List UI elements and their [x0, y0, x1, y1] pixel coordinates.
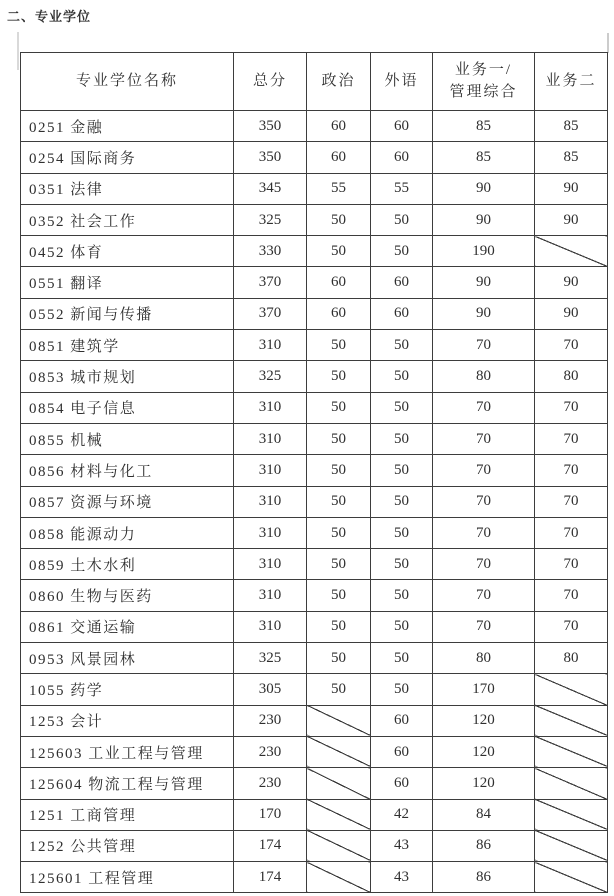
cell-total: 345 — [234, 173, 307, 204]
table-row — [21, 517, 608, 548]
cell-foreign: 60 — [371, 267, 433, 298]
cell-name: 0856 材料与化工 — [21, 455, 234, 486]
cell-total: 370 — [234, 298, 307, 329]
cell-name: 0251 金融 — [21, 111, 234, 142]
cell-foreign: 60 — [371, 298, 433, 329]
cell-politics: 50 — [307, 361, 371, 392]
cell-business2: 70 — [535, 392, 608, 423]
cell-politics: 50 — [307, 580, 371, 611]
cell-business1: 90 — [433, 204, 535, 235]
cell-total: 310 — [234, 392, 307, 423]
table-row — [21, 611, 608, 642]
cell-foreign: 60 — [371, 111, 433, 142]
cell-politics — [307, 830, 371, 861]
left-edge-artifact — [17, 32, 19, 70]
cell-foreign: 50 — [371, 423, 433, 454]
header-business1 — [433, 53, 535, 111]
cell-business2: 85 — [535, 142, 608, 173]
cell-name: 1251 工商管理 — [21, 799, 234, 830]
cell-business2: 70 — [535, 330, 608, 361]
cell-name: 0853 城市规划 — [21, 361, 234, 392]
cell-politics — [307, 736, 371, 767]
cell-name: 0551 翻译 — [21, 267, 234, 298]
cell-foreign: 50 — [371, 611, 433, 642]
header-business1-line1: 业务一/ — [454, 61, 513, 78]
cell-business1: 170 — [433, 674, 535, 705]
cell-name: 0452 体育 — [21, 236, 234, 267]
cell-business1: 70 — [433, 517, 535, 548]
cell-business2: 80 — [535, 361, 608, 392]
cell-name: 0859 土木水利 — [21, 549, 234, 580]
cell-business1: 90 — [433, 298, 535, 329]
cell-politics: 50 — [307, 423, 371, 454]
cell-total: 230 — [234, 736, 307, 767]
cell-business1: 70 — [433, 580, 535, 611]
cell-foreign: 50 — [371, 674, 433, 705]
cell-foreign: 60 — [371, 768, 433, 799]
cell-business2: 70 — [535, 455, 608, 486]
cell-business1: 70 — [433, 486, 535, 517]
table-row — [21, 236, 608, 267]
table-row — [21, 392, 608, 423]
cell-foreign: 50 — [371, 580, 433, 611]
cell-name: 125603 工业工程与管理 — [21, 736, 234, 767]
cell-politics — [307, 768, 371, 799]
cell-total: 170 — [234, 799, 307, 830]
cell-business2: 70 — [535, 549, 608, 580]
cell-politics: 60 — [307, 267, 371, 298]
cell-politics: 50 — [307, 204, 371, 235]
header-row — [21, 53, 608, 111]
cell-foreign: 43 — [371, 830, 433, 861]
cell-name: 0855 机械 — [21, 423, 234, 454]
cell-business1: 90 — [433, 173, 535, 204]
cell-name: 0352 社会工作 — [21, 204, 234, 235]
cell-business1: 90 — [433, 267, 535, 298]
header-business2: 业务二 — [535, 53, 608, 111]
cell-name: 0857 资源与环境 — [21, 486, 234, 517]
cell-business1: 70 — [433, 423, 535, 454]
cell-politics: 60 — [307, 142, 371, 173]
cell-politics: 50 — [307, 517, 371, 548]
cell-politics: 50 — [307, 392, 371, 423]
cell-foreign: 43 — [371, 862, 433, 893]
cell-total: 325 — [234, 361, 307, 392]
cell-name: 1253 会计 — [21, 705, 234, 736]
cell-name: 0858 能源动力 — [21, 517, 234, 548]
cell-politics: 50 — [307, 643, 371, 674]
cell-name: 0860 生物与医药 — [21, 580, 234, 611]
cell-total: 325 — [234, 204, 307, 235]
table-row — [21, 111, 608, 142]
cell-politics: 55 — [307, 173, 371, 204]
table-row — [21, 580, 608, 611]
cell-business1: 84 — [433, 799, 535, 830]
table-row — [21, 142, 608, 173]
cell-total: 174 — [234, 862, 307, 893]
cell-name: 0953 风景园林 — [21, 643, 234, 674]
table-row — [21, 173, 608, 204]
cell-name: 0254 国际商务 — [21, 142, 234, 173]
table-row — [21, 423, 608, 454]
cell-name: 1252 公共管理 — [21, 830, 234, 861]
cell-foreign: 50 — [371, 361, 433, 392]
table-row — [21, 799, 608, 830]
cell-politics: 60 — [307, 298, 371, 329]
cell-business2 — [535, 799, 608, 830]
table-row — [21, 455, 608, 486]
cell-politics — [307, 705, 371, 736]
cell-business1: 120 — [433, 705, 535, 736]
cell-politics — [307, 799, 371, 830]
header-politics: 政治 — [307, 53, 371, 111]
cell-name: 125601 工程管理 — [21, 862, 234, 893]
cell-business2: 70 — [535, 486, 608, 517]
table-row — [21, 267, 608, 298]
cell-politics: 50 — [307, 330, 371, 361]
cell-foreign: 60 — [371, 736, 433, 767]
cell-business2: 80 — [535, 643, 608, 674]
cell-business1: 70 — [433, 455, 535, 486]
cell-total: 310 — [234, 517, 307, 548]
cell-foreign: 55 — [371, 173, 433, 204]
header-business1-line2: 管理综合 — [449, 83, 518, 100]
cell-foreign: 50 — [371, 330, 433, 361]
cell-name: 0861 交通运输 — [21, 611, 234, 642]
cell-business2: 90 — [535, 267, 608, 298]
table-row — [21, 361, 608, 392]
cell-foreign: 50 — [371, 204, 433, 235]
cell-business1: 190 — [433, 236, 535, 267]
cell-business1: 85 — [433, 111, 535, 142]
cell-politics: 50 — [307, 486, 371, 517]
header-foreign: 外语 — [371, 53, 433, 111]
cell-total: 310 — [234, 455, 307, 486]
cell-foreign: 50 — [371, 236, 433, 267]
cell-total: 230 — [234, 705, 307, 736]
cell-business1: 85 — [433, 142, 535, 173]
cell-name: 0854 电子信息 — [21, 392, 234, 423]
cell-business2 — [535, 768, 608, 799]
cell-business2 — [535, 674, 608, 705]
cell-business2 — [535, 705, 608, 736]
cell-business1: 70 — [433, 549, 535, 580]
cell-name: 0351 法律 — [21, 173, 234, 204]
table-row — [21, 549, 608, 580]
cell-politics — [307, 862, 371, 893]
cell-politics: 50 — [307, 236, 371, 267]
table-row — [21, 643, 608, 674]
cell-business1: 86 — [433, 830, 535, 861]
cell-business2: 70 — [535, 611, 608, 642]
right-edge-artifact — [607, 33, 609, 53]
cell-total: 310 — [234, 580, 307, 611]
table-row — [21, 736, 608, 767]
cell-politics: 50 — [307, 674, 371, 705]
cell-name: 0552 新闻与传播 — [21, 298, 234, 329]
cell-name: 1055 药学 — [21, 674, 234, 705]
cell-politics: 50 — [307, 611, 371, 642]
cell-foreign: 60 — [371, 142, 433, 173]
table-row — [21, 830, 608, 861]
cell-foreign: 50 — [371, 643, 433, 674]
table-row — [21, 204, 608, 235]
table-row — [21, 330, 608, 361]
cell-foreign: 60 — [371, 705, 433, 736]
cell-total: 310 — [234, 423, 307, 454]
cell-total: 350 — [234, 142, 307, 173]
cell-foreign: 50 — [371, 486, 433, 517]
cell-business1: 70 — [433, 330, 535, 361]
cell-business2: 90 — [535, 173, 608, 204]
table-row — [21, 768, 608, 799]
cell-business1: 70 — [433, 392, 535, 423]
cell-total: 325 — [234, 643, 307, 674]
cell-total: 370 — [234, 267, 307, 298]
cell-business1: 70 — [433, 611, 535, 642]
cell-total: 310 — [234, 330, 307, 361]
cell-business2: 90 — [535, 298, 608, 329]
section-title: 二、专业学位 — [7, 9, 92, 24]
cell-total: 310 — [234, 611, 307, 642]
cell-business1: 80 — [433, 643, 535, 674]
cell-foreign: 50 — [371, 549, 433, 580]
cell-total: 310 — [234, 486, 307, 517]
cell-business2 — [535, 736, 608, 767]
cell-total: 230 — [234, 768, 307, 799]
cell-foreign: 42 — [371, 799, 433, 830]
header-total: 总分 — [234, 53, 307, 111]
cell-business2: 70 — [535, 517, 608, 548]
table-row — [21, 674, 608, 705]
cell-total: 350 — [234, 111, 307, 142]
header-degree-name: 专业学位名称 — [21, 53, 234, 111]
cell-total: 310 — [234, 549, 307, 580]
cell-business1: 86 — [433, 862, 535, 893]
table-row — [21, 862, 608, 893]
table-row — [21, 705, 608, 736]
cell-total: 305 — [234, 674, 307, 705]
table-row — [21, 486, 608, 517]
cell-name: 0851 建筑学 — [21, 330, 234, 361]
cell-business1: 120 — [433, 768, 535, 799]
cell-politics: 60 — [307, 111, 371, 142]
cell-business2: 70 — [535, 423, 608, 454]
cell-business2 — [535, 862, 608, 893]
cell-name: 125604 物流工程与管理 — [21, 768, 234, 799]
cell-foreign: 50 — [371, 455, 433, 486]
cell-total: 330 — [234, 236, 307, 267]
cell-business2: 70 — [535, 580, 608, 611]
cell-business1: 80 — [433, 361, 535, 392]
cell-business1: 120 — [433, 736, 535, 767]
cell-total: 174 — [234, 830, 307, 861]
cell-business2 — [535, 830, 608, 861]
cell-foreign: 50 — [371, 517, 433, 548]
table-row — [21, 298, 608, 329]
cell-business2: 85 — [535, 111, 608, 142]
cell-business2: 90 — [535, 204, 608, 235]
cell-foreign: 50 — [371, 392, 433, 423]
cell-business2 — [535, 236, 608, 267]
score-table — [20, 52, 608, 893]
cell-politics: 50 — [307, 549, 371, 580]
cell-politics: 50 — [307, 455, 371, 486]
